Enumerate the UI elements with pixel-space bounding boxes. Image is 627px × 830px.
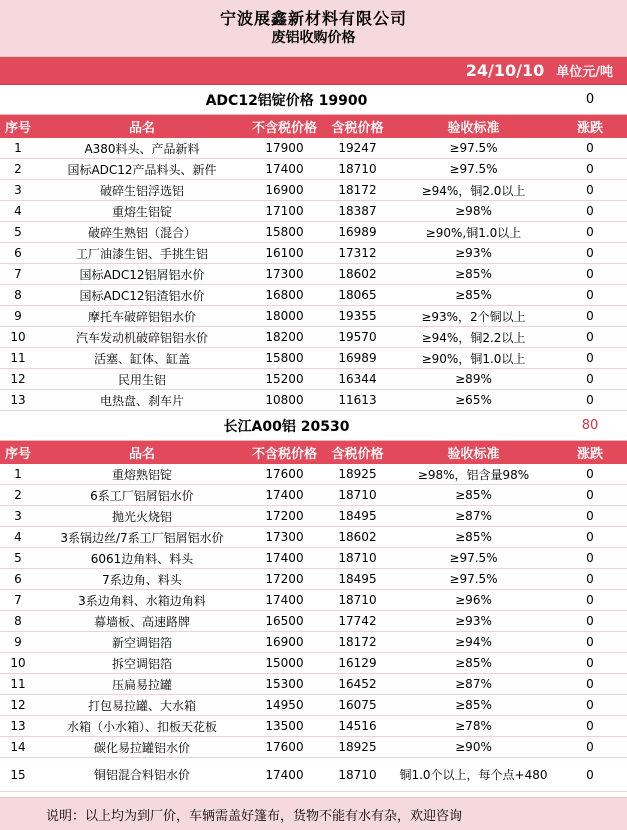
row-ex-tax-price: 16900 [265,183,304,197]
row-index: 12 [10,372,26,386]
row-index: 9 [14,309,22,323]
row-ex-tax-price: 10800 [265,393,304,407]
row-ex-tax-price: 14950 [265,698,304,712]
row-standard: ≥85% [455,488,492,502]
row-standard: ≥93% [455,246,492,260]
table-body-2 [0,464,627,792]
row-change: 0 [586,767,594,782]
row-ex-tax-price: 15200 [265,372,304,386]
row-ex-tax-price: 17400 [265,162,304,176]
row-name: 民用生铝 [117,372,166,387]
row-ex-tax-price: 17400 [265,767,304,782]
header-ex-tax: 不含税价格 [251,447,317,462]
row-in-tax-price: 18710 [338,593,377,607]
row-standard: ≥90% [455,740,492,754]
row-change: 0 [586,162,594,176]
row-standard: ≥93% [455,614,492,628]
row-standard: ≥85% [455,288,492,302]
title-block [0,0,627,57]
row-change: 0 [586,351,594,365]
row-standard: ≥85% [455,698,492,712]
row-index: 2 [14,488,22,502]
row-in-tax-price: 16989 [338,351,377,365]
row-index: 3 [14,183,22,197]
row-name: 工厂油漆生铝、手挑生铝 [75,246,208,261]
row-index: 5 [14,225,22,239]
row-ex-tax-price: 17300 [265,530,304,544]
row-standard: ≥87% [455,509,492,523]
row-name: 6系工厂铝屑铝水价 [90,488,194,503]
row-standard: ≥85% [455,656,492,670]
row-change: 0 [586,267,594,281]
row-ex-tax-price: 17400 [265,551,304,565]
table-row [0,138,627,159]
row-ex-tax-price: 17400 [265,488,304,502]
row-name: 水箱（小水箱）、扣板天花板 [66,719,217,734]
row-name: 打包易拉罐、大水箱 [87,698,196,713]
row-name: 新空调铝箔 [111,635,172,650]
row-standard: ≥93%，2个铜以上 [421,309,526,324]
row-name: 幕墙板、高速路牌 [93,614,190,629]
table-row [0,485,627,506]
row-ex-tax-price: 18000 [265,309,304,323]
row-change: 0 [586,698,594,712]
table-row [0,695,627,716]
adc12-ingot-price-change: 0 [585,92,595,107]
table-row [0,243,627,264]
row-change: 0 [586,509,594,523]
row-in-tax-price: 18925 [338,467,377,481]
row-index: 3 [14,509,22,523]
row-standard: ≥98% [455,204,492,218]
row-name: 铜铝混合料铝水价 [93,768,190,782]
row-index: 5 [14,551,22,565]
row-change: 0 [586,530,594,544]
row-index: 11 [10,351,26,365]
header-idx: 序号 [4,447,31,462]
table-row [0,201,627,222]
date-bar [0,57,627,85]
table-row [0,758,627,792]
header-ex-tax: 不含税价格 [251,121,317,136]
price-unit: 单位元/吨 [556,65,613,80]
table-row [0,611,627,632]
row-ex-tax-price: 15300 [265,677,304,691]
row-standard: ≥87% [455,677,492,691]
row-name: 国标ADC12产品料头、新件 [67,162,217,177]
row-name: 重熔熟铝锭 [111,467,172,482]
table-row [0,716,627,737]
table-row [0,390,627,411]
row-name: 拆空调铝箔 [111,656,172,671]
header-name: 品名 [128,447,155,462]
row-in-tax-price: 16344 [338,372,377,386]
row-index: 10 [10,656,26,670]
row-in-tax-price: 18602 [338,530,377,544]
row-standard: ≥78% [455,719,492,733]
row-in-tax-price: 17312 [338,246,377,260]
row-in-tax-price: 16129 [338,656,377,670]
row-change: 0 [586,246,594,260]
row-in-tax-price: 17742 [338,614,377,628]
table-body-1 [0,138,627,411]
row-change: 0 [586,635,594,649]
row-standard: ≥90%，铜1.0以上 [421,351,526,366]
row-ex-tax-price: 18200 [265,330,304,344]
row-change: 0 [586,656,594,670]
row-standard: 铜1.0个以上，每个点+480 [399,767,548,782]
header-name: 品名 [128,121,155,136]
row-index: 1 [14,467,22,481]
row-index: 10 [10,330,26,344]
row-in-tax-price: 18495 [338,572,377,586]
row-name: 活塞、缸体、缸盖 [93,351,190,366]
header-standard: 验收标准 [447,447,500,462]
a00-aluminum-price-row [0,411,627,441]
header-standard: 验收标准 [447,121,500,136]
row-standard: ≥97.5% [449,162,498,176]
row-index: 12 [10,698,26,712]
header-idx: 序号 [4,121,31,136]
row-change: 0 [586,467,594,481]
row-ex-tax-price: 17200 [265,509,304,523]
row-in-tax-price: 18710 [338,551,377,565]
header-in-tax: 含税价格 [331,447,384,462]
row-ex-tax-price: 15000 [265,656,304,670]
table-row [0,369,627,390]
row-index: 6 [14,246,22,260]
row-in-tax-price: 18710 [338,488,377,502]
a00-aluminum-price-label: 长江A00铝 20530 [223,418,350,435]
table-row [0,348,627,369]
row-index: 8 [14,288,22,302]
row-in-tax-price: 18495 [338,509,377,523]
table-header-1 [0,115,627,138]
row-ex-tax-price: 16100 [265,246,304,260]
row-index: 15 [10,767,26,782]
row-standard: ≥85% [455,267,492,281]
row-in-tax-price: 14516 [338,719,377,733]
row-index: 4 [14,530,22,544]
row-change: 0 [586,719,594,733]
row-index: 13 [10,393,26,407]
row-change: 0 [586,593,594,607]
row-in-tax-price: 18065 [338,288,377,302]
row-index: 7 [14,267,22,281]
row-index: 1 [14,141,22,155]
row-standard: ≥97.5% [449,572,498,586]
row-ex-tax-price: 16900 [265,635,304,649]
row-in-tax-price: 16075 [338,698,377,712]
sheet-subtitle: 废铝收购价格 [271,30,356,46]
row-ex-tax-price: 17600 [265,740,304,754]
row-name: 电热盘、刹车片 [99,393,184,408]
row-ex-tax-price: 13500 [265,719,304,733]
row-name: 3系锅边丝/7系工厂铝屑铝水价 [60,530,224,545]
row-index: 14 [10,740,26,754]
row-in-tax-price: 18925 [338,740,377,754]
row-name: A380料头、产品新料 [84,141,200,156]
header-in-tax: 含税价格 [331,121,384,136]
row-standard: ≥96% [455,593,492,607]
row-name: 汽车发动机破碎铝铝水价 [75,330,208,345]
row-change: 0 [586,488,594,502]
row-ex-tax-price: 16500 [265,614,304,628]
row-change: 0 [586,551,594,565]
table-row [0,569,627,590]
table-row [0,306,627,327]
row-in-tax-price: 18602 [338,267,377,281]
row-in-tax-price: 11613 [338,393,377,407]
row-name: 压扁易拉罐 [111,677,172,692]
table-row [0,327,627,348]
table-row [0,285,627,306]
row-standard: ≥90%,铜1.0以上 [425,225,522,240]
table-row [0,180,627,201]
row-name: 6061边角料、料头 [90,551,194,566]
row-index: 6 [14,572,22,586]
row-in-tax-price: 18172 [338,635,377,649]
row-index: 4 [14,204,22,218]
a00-aluminum-price-change: 80 [581,418,599,433]
row-standard: ≥85% [455,530,492,544]
row-ex-tax-price: 15800 [265,351,304,365]
row-index: 13 [10,719,26,733]
row-name: 3系边角料、水箱边角料 [78,593,206,608]
row-name: 摩托车破碎铝铝水价 [87,309,196,324]
row-change: 0 [586,677,594,691]
table-row [0,653,627,674]
row-change: 0 [586,330,594,344]
row-in-tax-price: 18387 [338,204,377,218]
row-index: 11 [10,677,26,691]
row-ex-tax-price: 17600 [265,467,304,481]
row-in-tax-price: 19570 [338,330,377,344]
row-standard: ≥94%，铜2.2以上 [421,330,526,345]
table-header-2 [0,441,627,464]
row-standard: ≥98%，铝含量98% [417,467,530,482]
row-change: 0 [586,740,594,754]
row-standard: ≥89% [455,372,492,386]
row-in-tax-price: 16989 [338,225,377,239]
row-change: 0 [586,225,594,239]
footer-note: 说明：以上均为到厂价，车辆需盖好篷布，货物不能有水有杂，欢迎咨询 [0,797,627,830]
row-in-tax-price: 18710 [338,162,377,176]
row-change: 0 [586,141,594,155]
row-ex-tax-price: 17200 [265,572,304,586]
row-index: 9 [14,635,22,649]
table-row [0,264,627,285]
table-row [0,548,627,569]
row-index: 8 [14,614,22,628]
header-change: 涨跌 [576,121,603,136]
price-date: 24/10/10 [465,61,545,80]
row-change: 0 [586,183,594,197]
row-name: 重熔生铝锭 [111,204,172,219]
row-in-tax-price: 18172 [338,183,377,197]
adc12-ingot-price-label: ADC12铝锭价格 19900 [205,92,368,109]
row-ex-tax-price: 17100 [265,204,304,218]
row-standard: ≥94%，铜2.0以上 [421,183,526,198]
row-standard: ≥97.5% [449,551,498,565]
row-change: 0 [586,288,594,302]
row-standard: ≥65% [455,393,492,407]
table-row [0,737,627,758]
row-change: 0 [586,204,594,218]
row-name: 碳化易拉罐铝水价 [93,740,190,755]
row-standard: ≥97.5% [449,141,498,155]
row-change: 0 [586,393,594,407]
row-in-tax-price: 16452 [338,677,377,691]
row-change: 0 [586,614,594,628]
row-name: 抛光火烧铝 [111,509,172,524]
row-index: 2 [14,162,22,176]
adc12-ingot-price-row [0,85,627,115]
row-name: 破碎生铝浮选铝 [99,183,184,198]
row-in-tax-price: 18710 [338,767,377,782]
table-row [0,506,627,527]
row-standard: ≥94% [455,635,492,649]
row-name: 国标ADC12铝渣铝水价 [79,288,205,303]
row-in-tax-price: 19247 [338,141,377,155]
row-ex-tax-price: 17300 [265,267,304,281]
company-name: 宁波展鑫新材料有限公司 [219,9,407,28]
table-row [0,527,627,548]
row-ex-tax-price: 16800 [265,288,304,302]
row-change: 0 [586,372,594,386]
table-row [0,222,627,243]
row-name: 破碎生熟铝（混合） [87,225,196,240]
table-row [0,632,627,653]
row-in-tax-price: 19355 [338,309,377,323]
row-change: 0 [586,309,594,323]
row-name: 7系边角、料头 [102,572,182,587]
table-row [0,159,627,180]
table-row [0,464,627,485]
row-change: 0 [586,572,594,586]
header-change: 涨跌 [576,447,603,462]
table-row [0,674,627,695]
row-index: 7 [14,593,22,607]
row-ex-tax-price: 15800 [265,225,304,239]
row-name: 国标ADC12铝屑铝水价 [79,267,205,282]
table-row [0,590,627,611]
row-ex-tax-price: 17400 [265,593,304,607]
row-ex-tax-price: 17900 [265,141,304,155]
